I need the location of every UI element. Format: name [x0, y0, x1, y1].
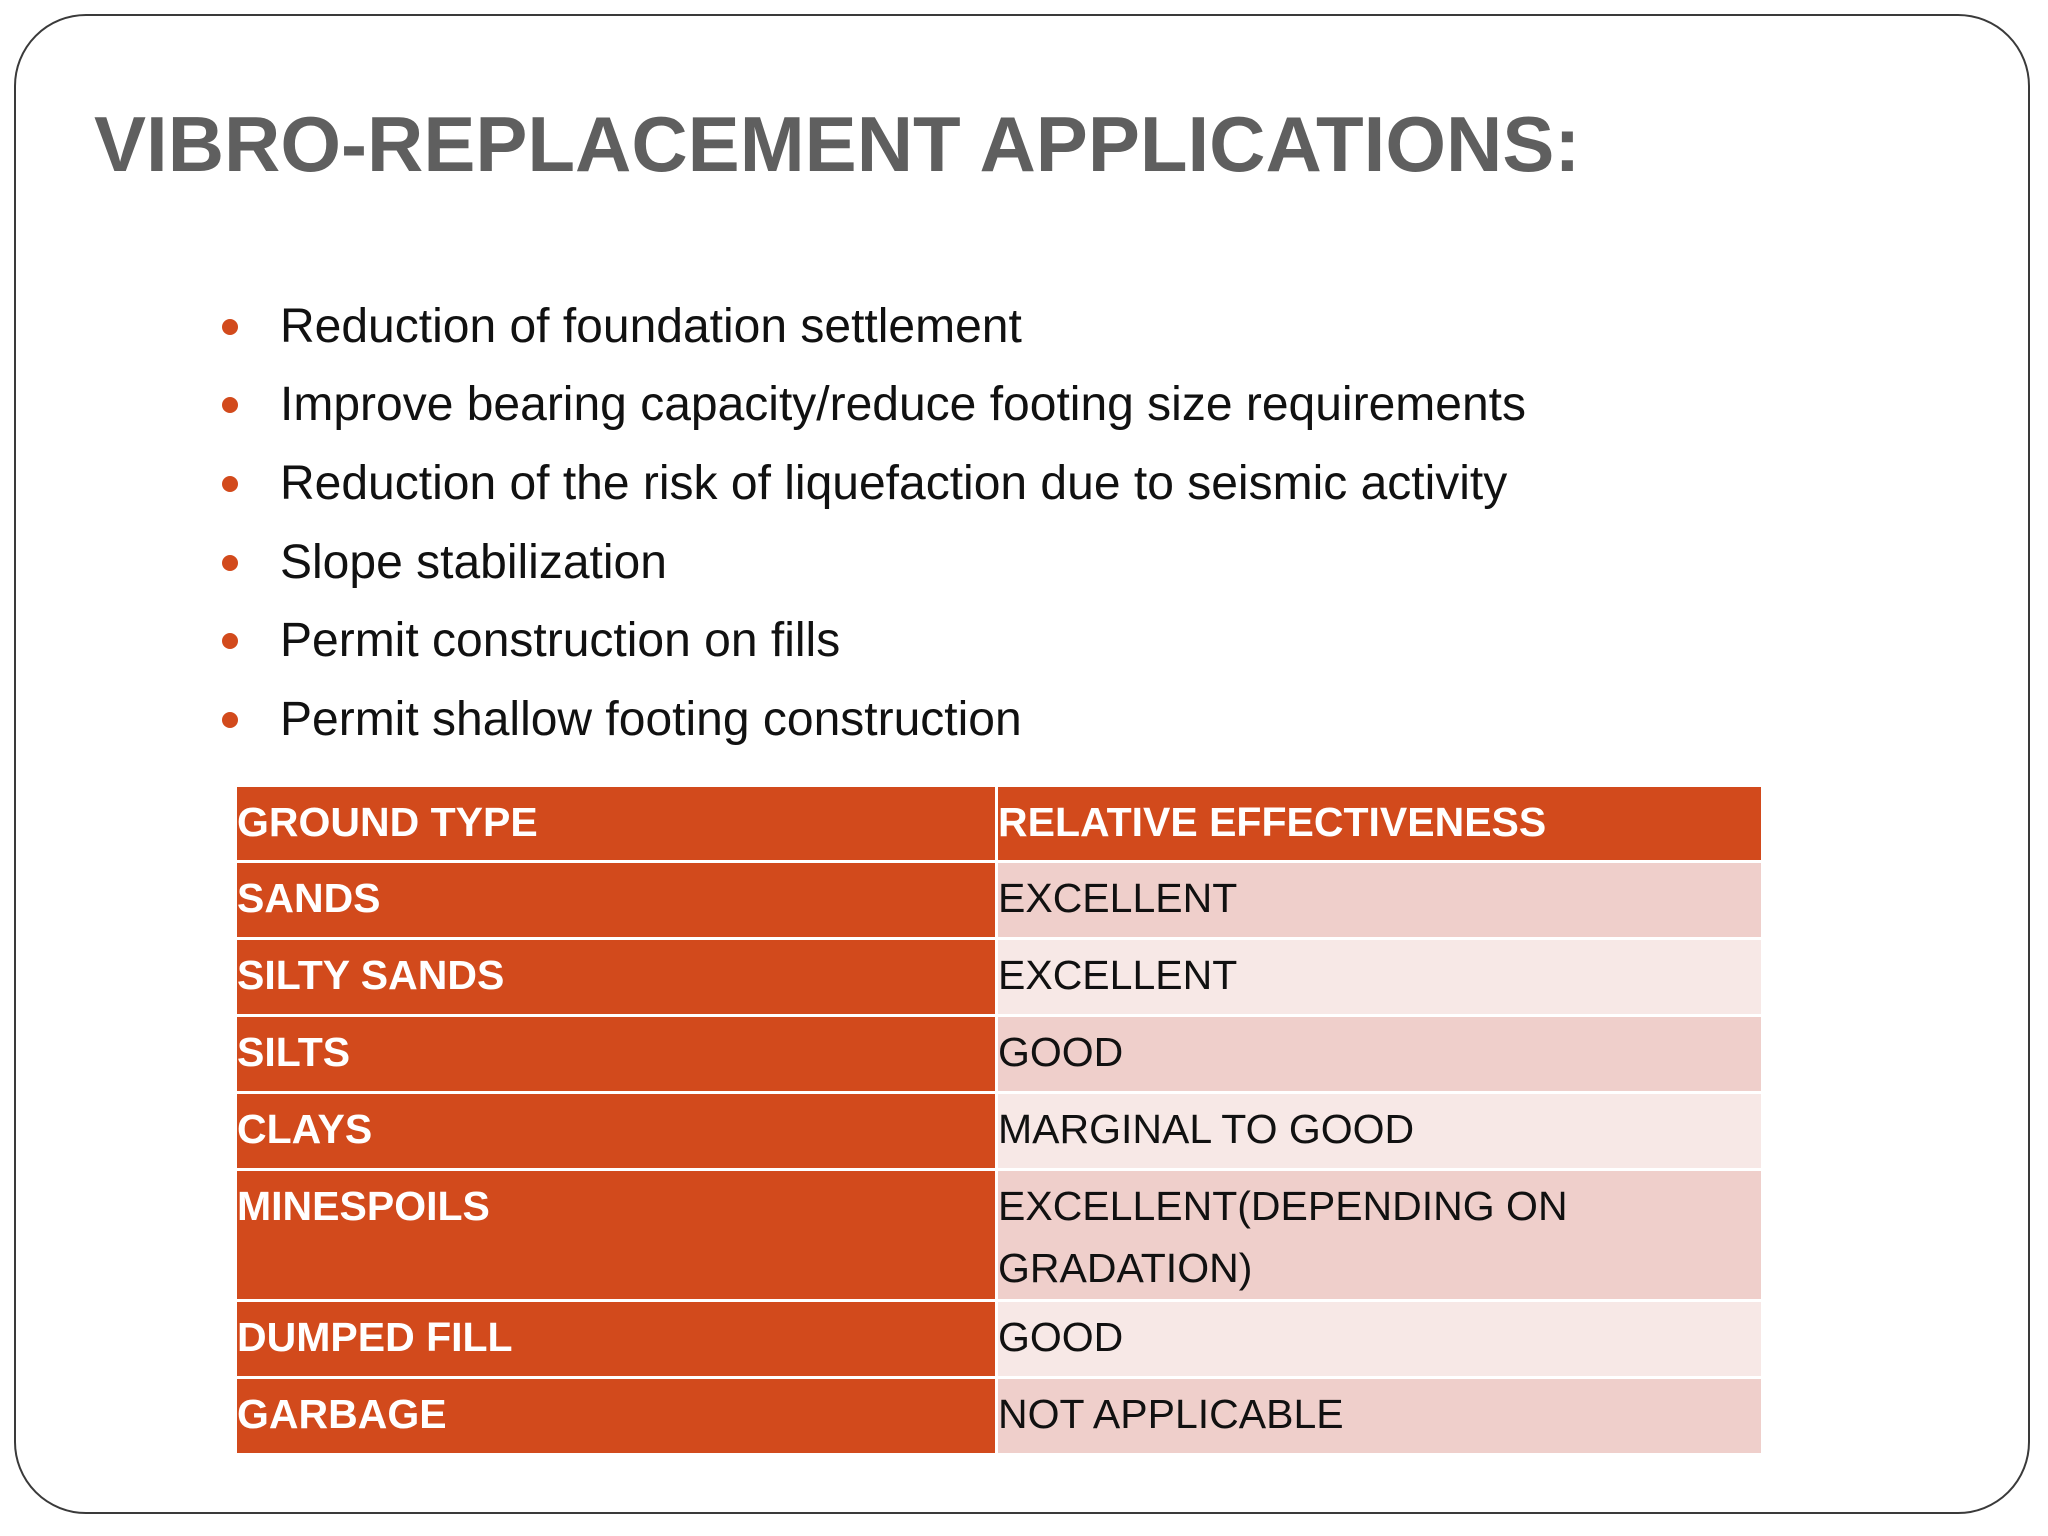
bullet-text: Improve bearing capacity/reduce footing size requirements [280, 378, 1526, 431]
ground-type-cell: CLAYS [236, 1093, 997, 1170]
effectiveness-cell: GOOD [997, 1016, 1763, 1093]
ground-type-cell: MINESPOILS [236, 1170, 997, 1301]
bullet-item [222, 445, 1507, 523]
header-relative-effectiveness: RELATIVE EFFECTIVENESS [997, 786, 1763, 862]
effectiveness-cell: MARGINAL TO GOOD [997, 1093, 1763, 1170]
effectiveness-cell: EXCELLENT [997, 939, 1763, 1016]
table-row [236, 1093, 1763, 1170]
bullet-item [222, 366, 1526, 444]
bullet-text: Reduction of the risk of liquefaction due to seismic activity [280, 457, 1508, 510]
bullet-item [222, 681, 1022, 759]
bullet-text: Permit construction on fills [280, 614, 841, 667]
header-ground-type: GROUND TYPE [236, 786, 997, 862]
effectiveness-cell: EXCELLENT [997, 862, 1763, 939]
effectiveness-cell: EXCELLENT(DEPENDING ON GRADATION) [997, 1170, 1763, 1301]
table-header-row [236, 786, 1763, 862]
ground-type-cell: SILTS [236, 1016, 997, 1093]
table-row [236, 1301, 1763, 1378]
table-row [236, 1378, 1763, 1455]
ground-type-cell: DUMPED FILL [236, 1301, 997, 1378]
bullet-item [222, 602, 840, 680]
bullet-dot-icon [222, 633, 238, 649]
slide-title: VIBRO-REPLACEMENT APPLICATIONS: [94, 100, 1581, 188]
bullet-dot-icon [222, 476, 238, 492]
ground-type-cell: SANDS [236, 862, 997, 939]
bullet-dot-icon [222, 555, 238, 571]
table-row [236, 862, 1763, 939]
bullet-text: Reduction of foundation settlement [280, 300, 1022, 353]
bullet-text: Slope stabilization [280, 536, 667, 589]
bullet-dot-icon [222, 319, 238, 335]
effectiveness-cell: GOOD [997, 1301, 1763, 1378]
table-row [236, 1170, 1763, 1301]
ground-type-cell: GARBAGE [236, 1378, 997, 1455]
bullet-dot-icon [222, 712, 238, 728]
table-row [236, 939, 1763, 1016]
bullet-item [222, 524, 667, 602]
ground-type-cell: SILTY SANDS [236, 939, 997, 1016]
bullet-text: Permit shallow footing construction [280, 693, 1022, 746]
table-row [236, 1016, 1763, 1093]
effectiveness-table [234, 784, 1764, 1456]
bullet-dot-icon [222, 397, 238, 413]
bullet-item [222, 288, 1022, 366]
effectiveness-cell: NOT APPLICABLE [997, 1378, 1763, 1455]
